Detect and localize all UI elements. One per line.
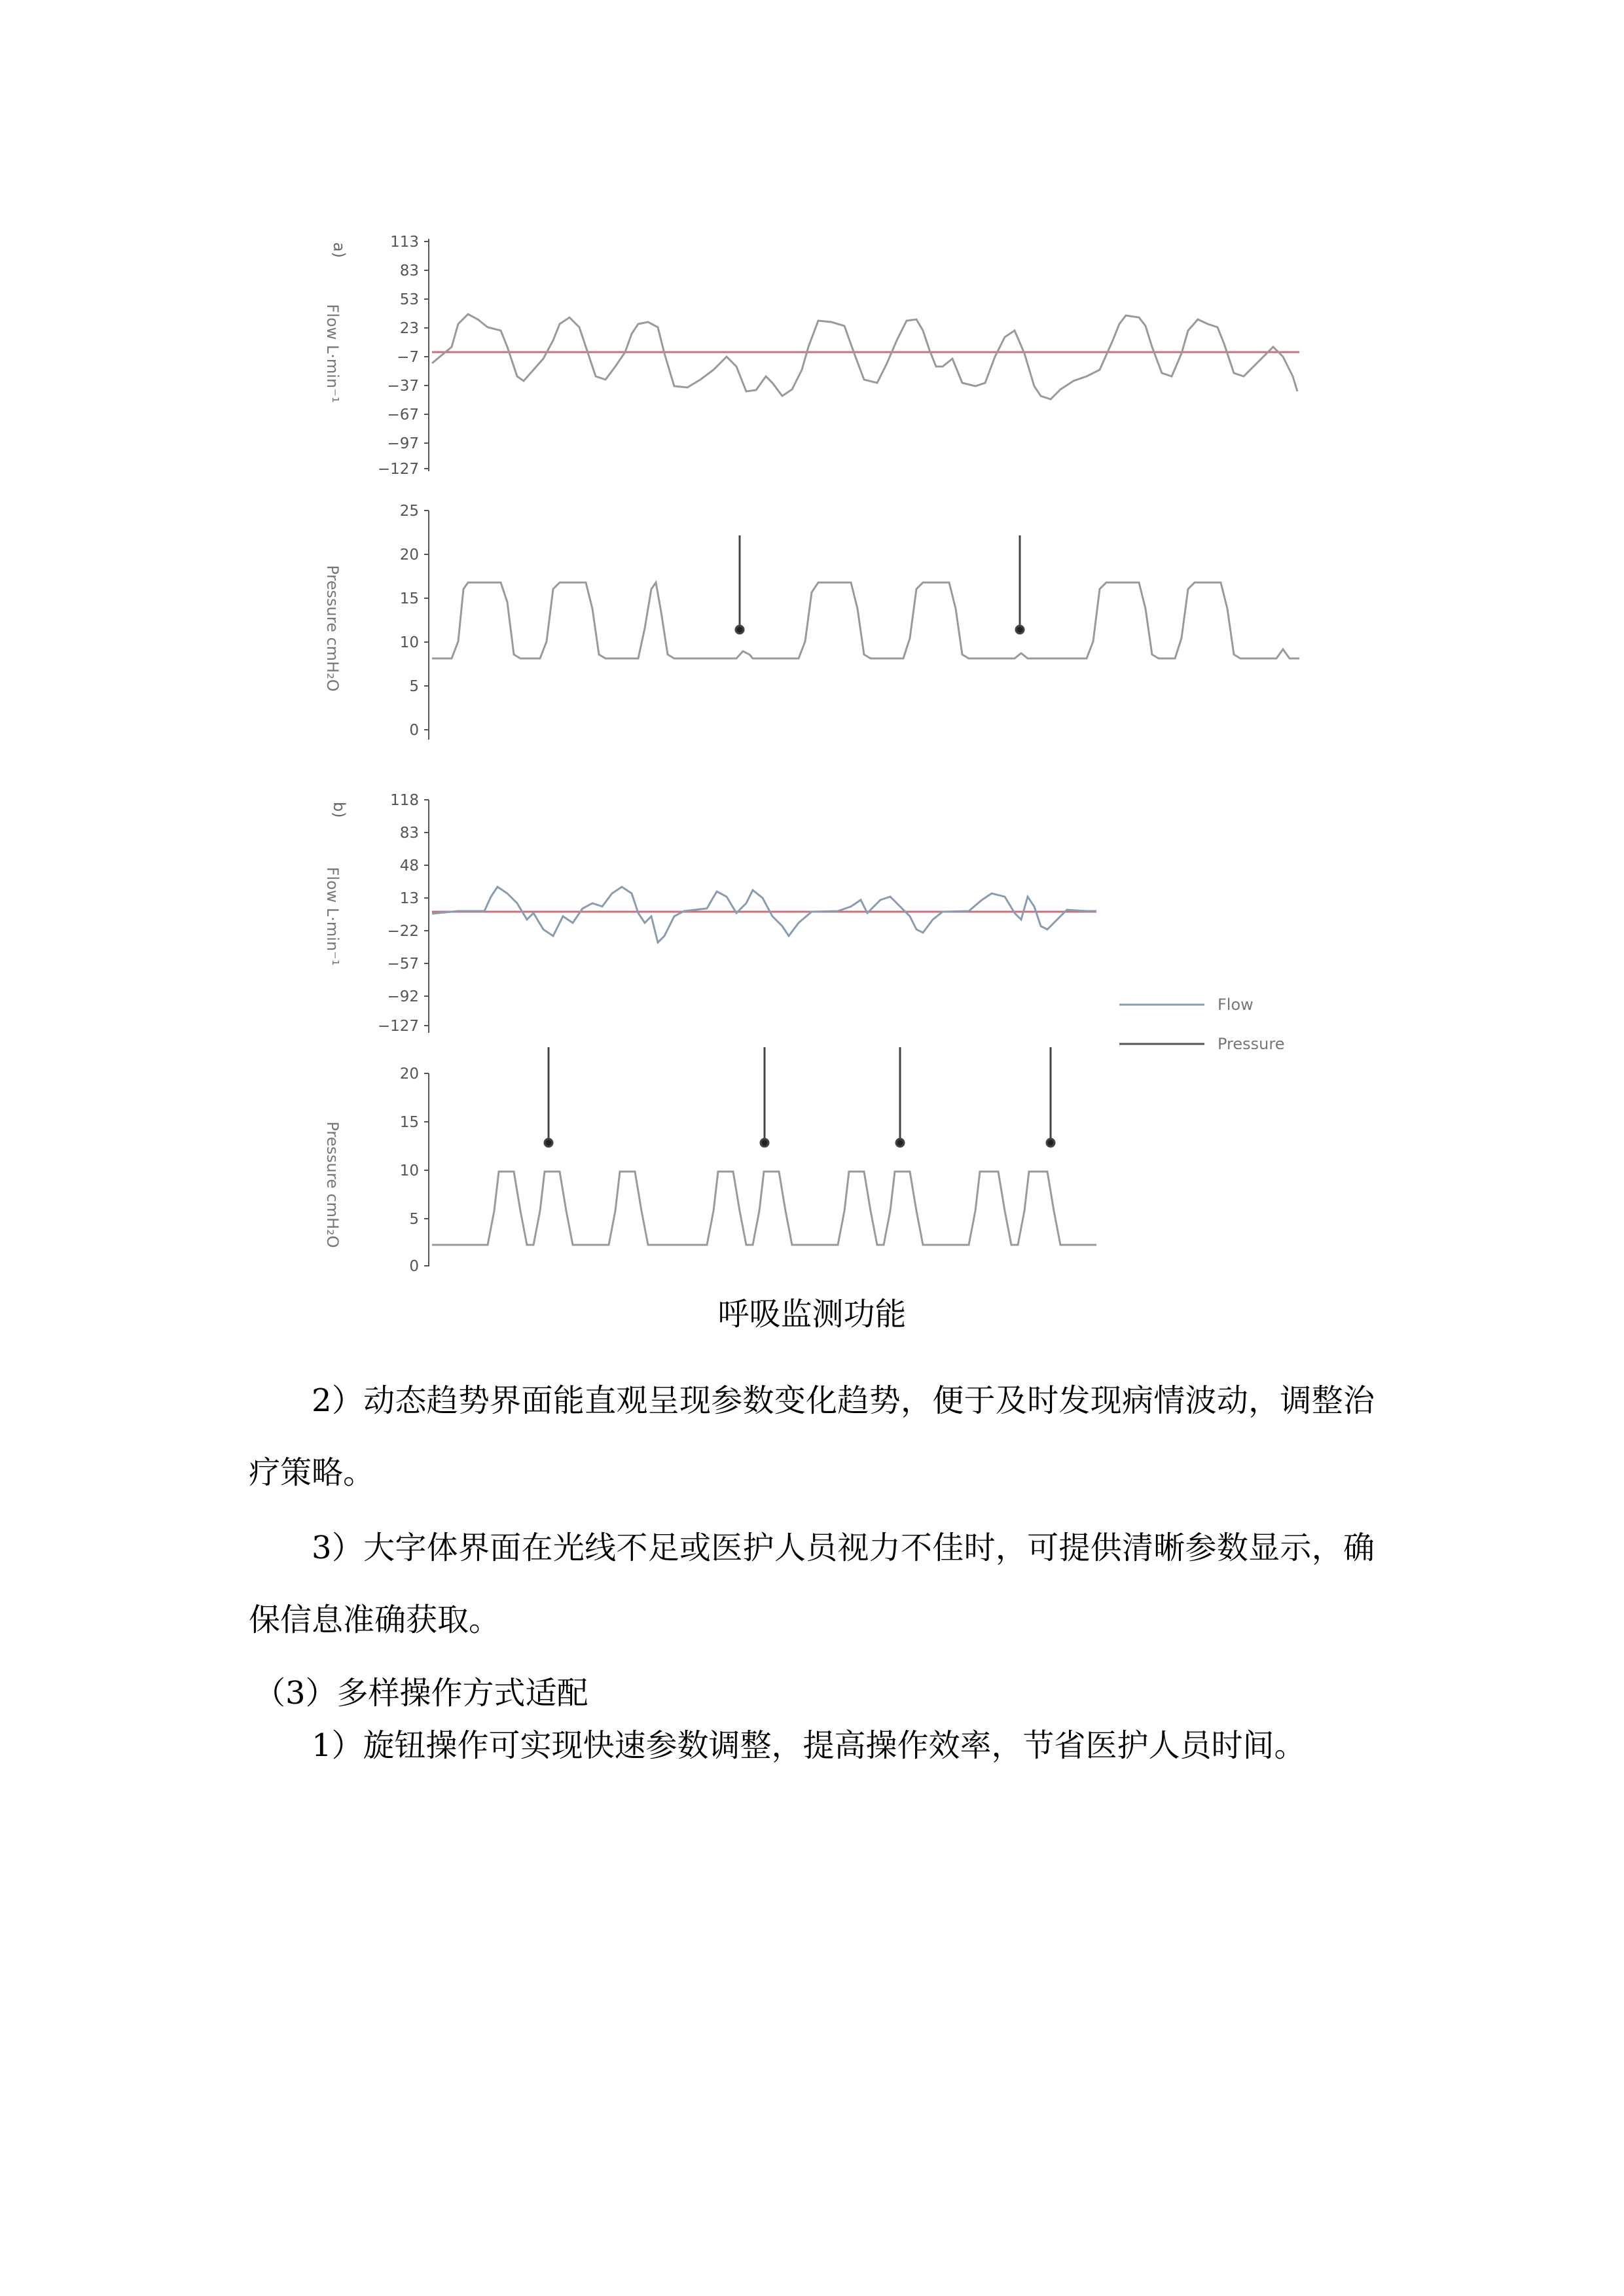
tick-label: −57 — [387, 956, 419, 973]
paragraph-knob-operation: 1）旋钮操作可实现快速参数调整，提高操作效率，节省医护人员时间。 — [312, 1727, 1306, 1764]
tick-label: 20 — [399, 1066, 419, 1083]
tick-label: 5 — [409, 678, 419, 695]
arrow-head — [761, 1139, 768, 1147]
tick-label: 10 — [399, 634, 419, 651]
legend-pressure-label: Pressure — [1218, 1035, 1285, 1053]
tick-label: −97 — [387, 435, 419, 452]
panel-b-flow-trace — [432, 887, 1096, 942]
tick-label: −22 — [387, 923, 419, 940]
tick-label: 13 — [399, 890, 419, 907]
arrow-head — [1047, 1139, 1055, 1147]
tick-label: 83 — [399, 262, 419, 279]
tick-label: 15 — [399, 1114, 419, 1131]
panel-a-flow-ylabel: Flow L·min⁻¹ — [323, 304, 342, 403]
paragraph-large-font-interface: 3）大字体界面在光线不足或医护人员视力不佳时，可提供清晰参数显示，确保信息准确获取。 — [249, 1530, 1375, 1638]
tick-label: 48 — [399, 857, 419, 874]
panel-a-flow-trace — [432, 314, 1297, 399]
tick-label: 15 — [399, 590, 419, 607]
tick-label: 0 — [409, 722, 419, 739]
tick-label: −127 — [377, 1018, 419, 1035]
arrow-head — [736, 626, 744, 634]
panel-a-label: a) — [330, 242, 348, 259]
panel-b-label: b) — [330, 802, 348, 818]
tick-label: −67 — [387, 406, 419, 423]
tick-label: −127 — [377, 461, 419, 478]
section-heading-operation-modes: （3）多样操作方式适配 — [254, 1675, 588, 1712]
arrow-head — [896, 1139, 904, 1147]
panel-b-pressure-trace — [432, 1172, 1096, 1245]
tick-label: 0 — [409, 1258, 419, 1275]
tick-label: 53 — [399, 291, 419, 308]
arrow-head — [545, 1139, 552, 1147]
tick-label: 118 — [390, 792, 419, 809]
figure-caption: 呼吸监测功能 — [717, 1296, 907, 1333]
arrow-head — [1016, 626, 1024, 634]
tick-label: 5 — [409, 1211, 419, 1228]
tick-label: 23 — [399, 320, 419, 337]
tick-label: 25 — [399, 503, 419, 520]
tick-label: 83 — [399, 825, 419, 842]
tick-label: 20 — [399, 547, 419, 564]
tick-label: −37 — [387, 378, 419, 395]
panel-a-pressure-ylabel: Pressure cmH₂O — [323, 565, 342, 692]
tick-label: 10 — [399, 1162, 419, 1179]
panel-b-pressure-ylabel: Pressure cmH₂O — [323, 1121, 342, 1248]
legend — [1119, 996, 1284, 1053]
legend-flow-label: Flow — [1218, 996, 1254, 1014]
tick-label: 113 — [390, 234, 419, 251]
tick-marks — [424, 242, 429, 1266]
tick-label: −92 — [387, 988, 419, 1005]
panel-a-pressure-trace — [432, 583, 1299, 658]
tick-label: −7 — [397, 349, 419, 366]
paragraph-trend-interface: 2）动态趋势界面能直观呈现参数变化趋势，便于及时发现病情波动，调整治疗策略。 — [249, 1382, 1375, 1491]
panel-b-flow-ylabel: Flow L·min⁻¹ — [323, 867, 342, 966]
